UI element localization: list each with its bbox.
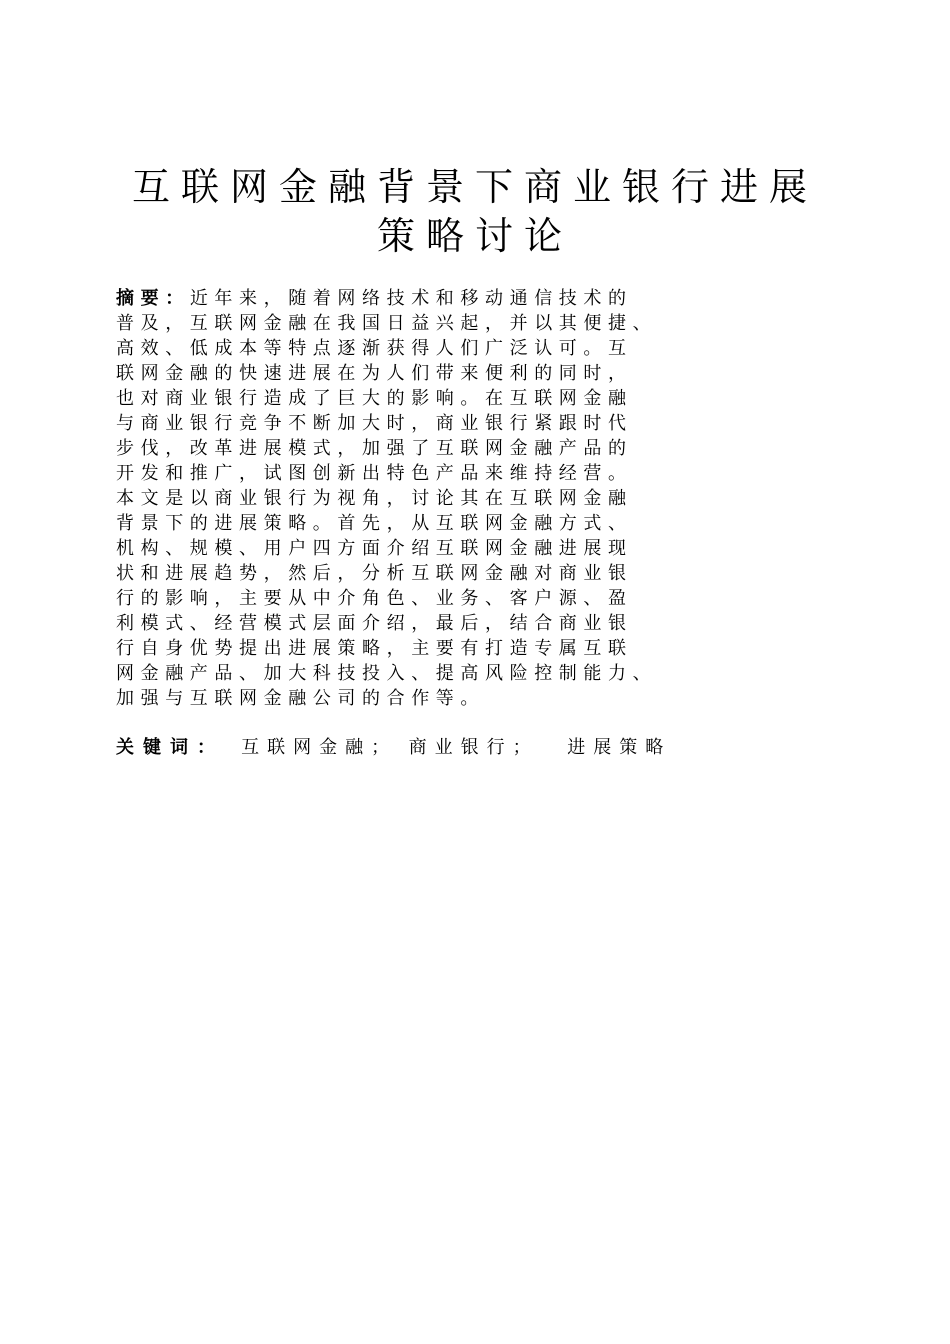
- abstract-line: 步伐，改革进展模式，加强了互联网金融产品的: [116, 438, 633, 459]
- document-title-line-2: 策略讨论: [376, 214, 573, 258]
- abstract-line: 利模式、经营模式层面介绍，最后，结合商业银: [116, 613, 633, 634]
- abstract-line: 也对商业银行造成了巨大的影响。在互联网金融: [116, 388, 633, 409]
- keyword-item: 商业银行；: [408, 737, 539, 758]
- abstract-line: 状和进展趋势，然后，分析互联网金融对商业银: [116, 563, 633, 584]
- keywords-line: [116, 735, 671, 760]
- abstract-line: 机构、规模、用户四方面介绍互联网金融进展现: [116, 538, 633, 559]
- abstract-block: [116, 286, 856, 711]
- abstract-line: 行的影响，主要从中介角色、业务、客户源、盈: [116, 588, 633, 609]
- keywords-label: 关键词：: [116, 737, 224, 758]
- document-title-line-1: 互联网金融背景下商业银行进展: [131, 165, 818, 209]
- abstract-line: 普及，互联网金融在我国日益兴起，并以其便捷、: [116, 313, 658, 334]
- abstract-line: 与商业银行竞争不断加大时，商业银行紧跟时代: [116, 413, 633, 434]
- abstract-line: 开发和推广，试图创新出特色产品来维持经营。: [116, 463, 633, 484]
- abstract-label: 摘要：: [116, 288, 190, 309]
- abstract-line: 本文是以商业银行为视角，讨论其在互联网金融: [116, 488, 633, 509]
- keyword-item: 互联网金融；: [241, 737, 398, 758]
- abstract-text: 近年来，随着网络技术和移动通信技术的: [189, 288, 633, 309]
- keyword-item: 进展策略: [567, 737, 672, 758]
- abstract-line: 加强与互联网金融公司的合作等。: [116, 688, 485, 709]
- abstract-line: 行自身优势提出进展策略，主要有打造专属互联: [116, 638, 633, 659]
- abstract-line: 网金融产品、加大科技投入、提高风险控制能力、: [116, 663, 658, 684]
- abstract-line: [116, 286, 856, 311]
- abstract-line: 背景下的进展策略。首先，从互联网金融方式、: [116, 513, 633, 534]
- abstract-line: 联网金融的快速进展在为人们带来便利的同时，: [116, 363, 633, 384]
- abstract-line: 高效、低成本等特点逐渐获得人们广泛认可。互: [116, 338, 633, 359]
